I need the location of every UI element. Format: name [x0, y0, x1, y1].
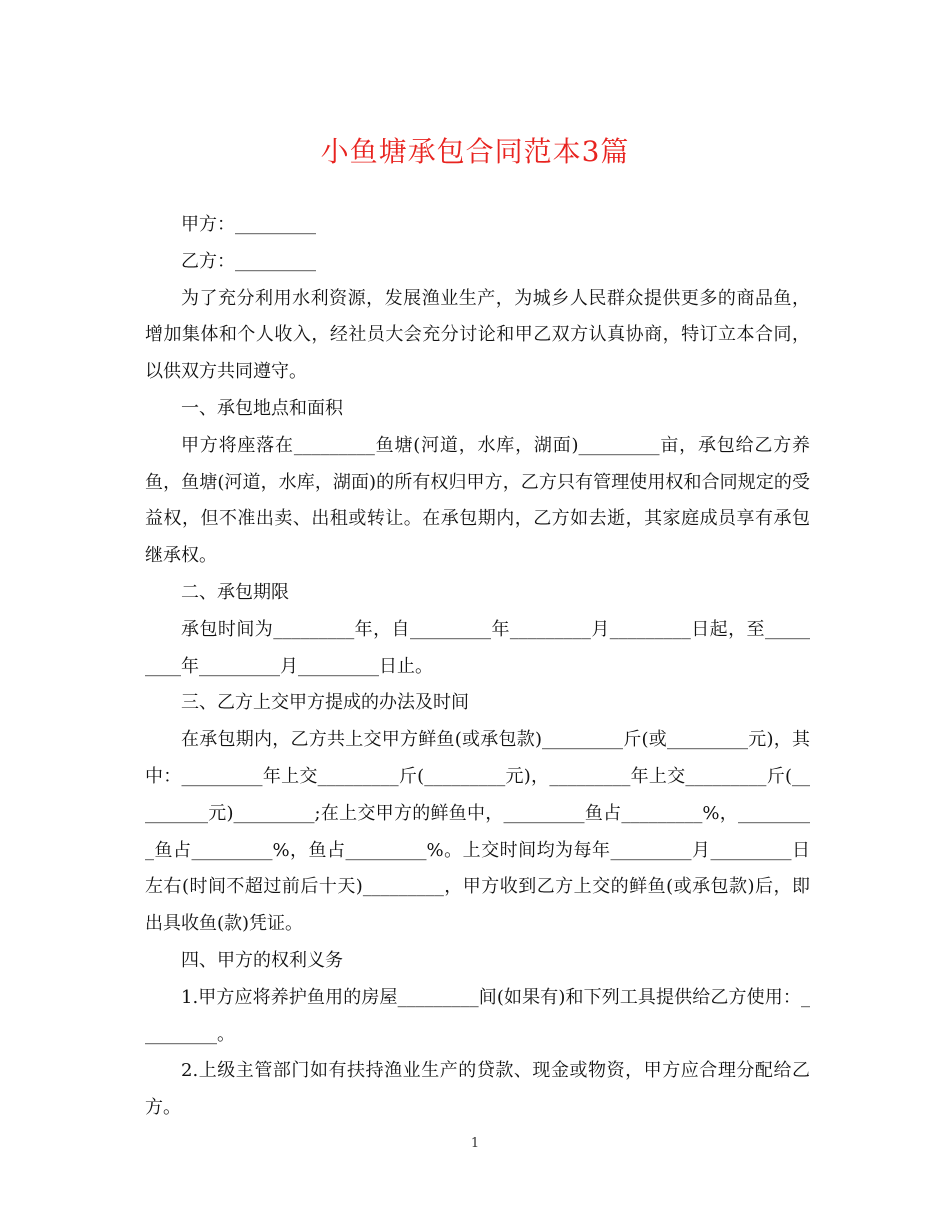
- document-title: 小鱼塘承包合同范本3篇: [320, 135, 630, 168]
- section-4-item-2: 2.上级主管部门如有扶持渔业生产的贷款、现金或物资，甲方应合理分配给乙方。: [145, 1060, 810, 1119]
- party-b-line: 乙方：_________: [181, 250, 316, 272]
- section-3-paragraph: 在承包期内，乙方共上交甲方鲜鱼(或承包款)_________斤(或_________元)，其中：_________年上交_________斤(_________元)，_________年上交_________斤(_________元)_________;在上交甲方的鲜鱼中，_________鱼占_________%，_________鱼占_________%，鱼占_________%。上交时间均为每年_________月_________日左右(时间不超过前后十天)_________，甲方收到乙方上交的鲜鱼(或承包款)后，即出具收鱼(款)凭证。: [145, 729, 810, 935]
- section-2-paragraph: 承包时间为_________年，自_________年_________月_________日起，至_________年_________月_________日止。: [145, 618, 810, 677]
- section-heading-2: 二、承包期限: [181, 581, 289, 603]
- section-1-paragraph: 甲方将座落在_________鱼塘(河道，水库，湖面)_________亩，承包给乙方养鱼，鱼塘(河道，水库，湖面)的所有权归甲方，乙方只有管理使用权和合同规定的受益权，但不准出卖、出租或转让。在承包期内，乙方如去逝，其家庭成员享有承包继承权。: [145, 434, 810, 567]
- section-4-item-1: 1.甲方应将养护鱼用的房屋_________间(如果有)和下列工具提供给乙方使用：_________。: [145, 986, 810, 1045]
- page-number: 1: [470, 1136, 480, 1151]
- section-heading-1: 一、承包地点和面积: [181, 397, 343, 419]
- preamble-paragraph: 为了充分利用水利资源，发展渔业生产，为城乡人民群众提供更多的商品鱼，增加集体和个人收入，经社员大会充分讨论和甲乙双方认真协商，特订立本合同，以供双方共同遵守。: [145, 287, 810, 383]
- party-a-line: 甲方：_________: [181, 214, 316, 235]
- section-heading-3: 三、乙方上交甲方提成的办法及时间: [181, 692, 469, 714]
- section-heading-4: 四、甲方的权利义务: [181, 949, 343, 971]
- document-body: [145, 207, 810, 1127]
